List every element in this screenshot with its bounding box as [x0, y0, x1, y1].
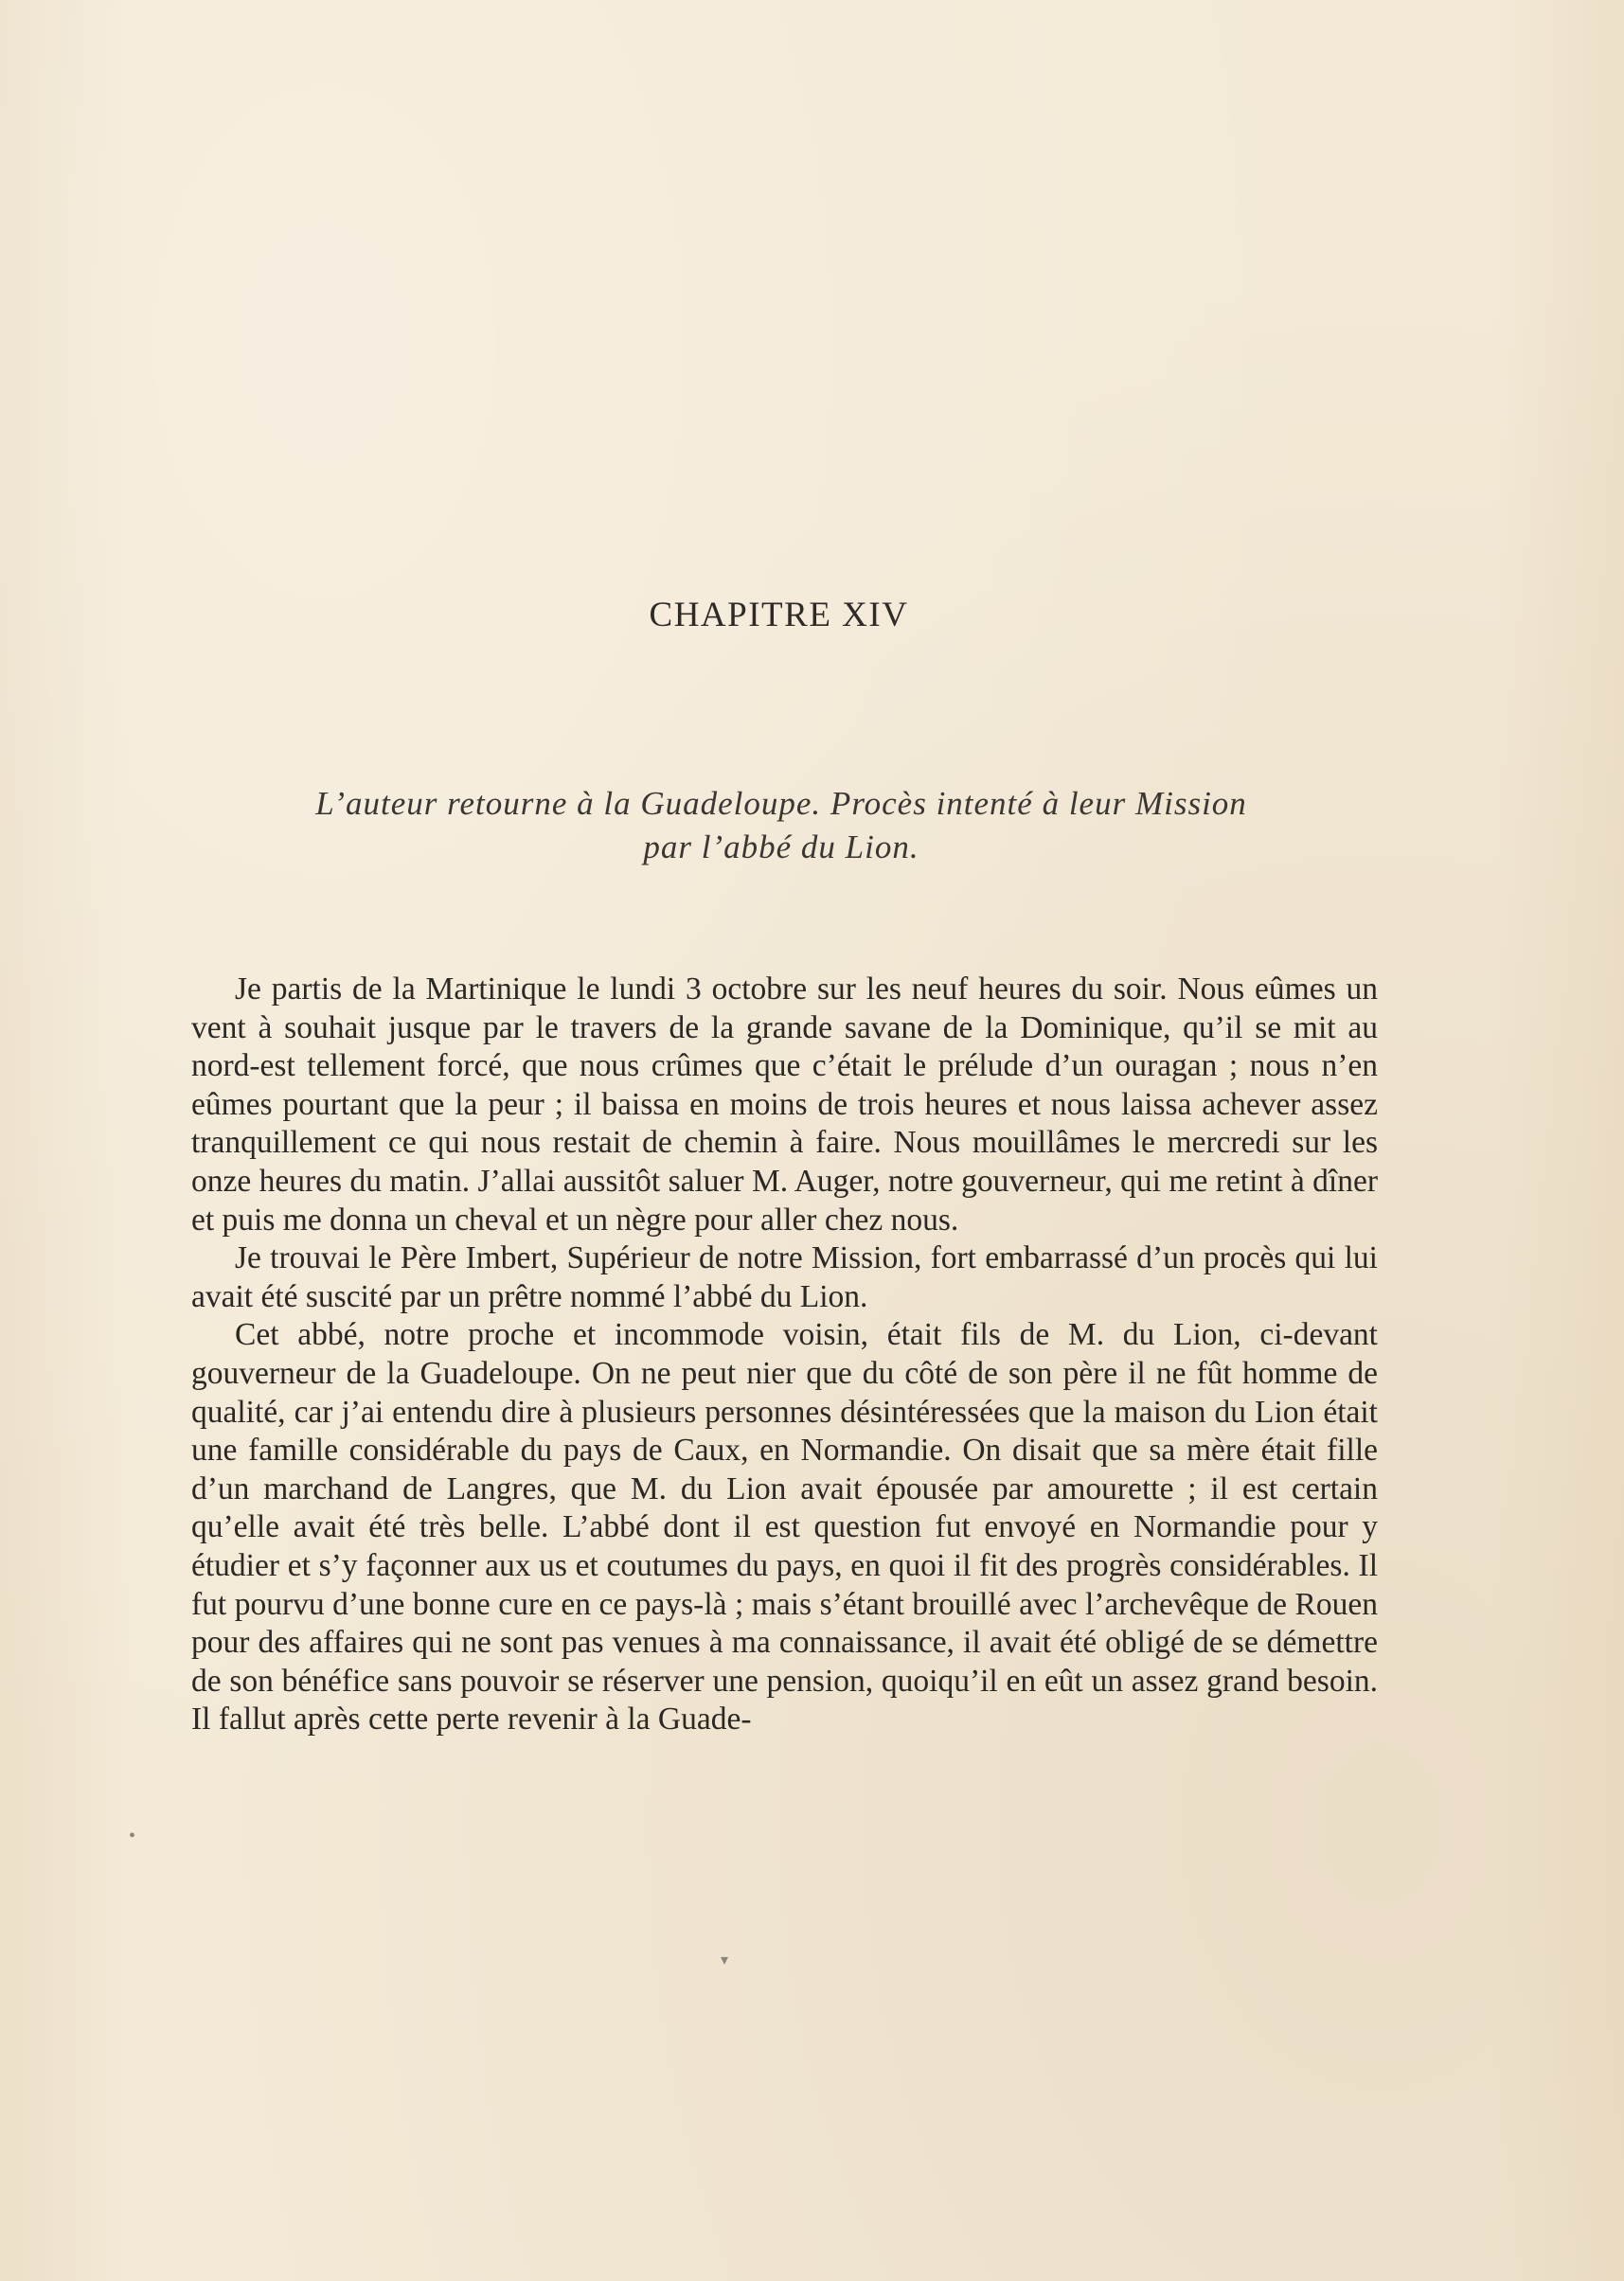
paragraph-2: Je trouvai le Père Imbert, Supérieur de notre Mission, fort embarrassé d’un procès qui lui avait été suscité par un prêtre nommé l’abbé du Lion. [191, 1240, 1378, 1314]
chapter-summary [189, 782, 1373, 869]
page-speck: ▾ [721, 1952, 729, 1969]
chapter-summary-line-1: L’auteur retourne à la Guadeloupe. Procès intenté à leur Mission [315, 785, 1247, 822]
paragraph-1: Je partis de la Martinique le lundi 3 octobre sur les neuf heures du soir. Nous eûmes un vent à souhait jusque par le travers de la grande savane de la Dominique, qu’il se mit au nord-est tellement forcé, que nous crûmes que c’était le prélude d’un ouragan ; nous n’en eûmes pourtant que la peur ; il baissa en moins de trois heures et nous laissa achever assez tranquillement ce qui nous restait de chemin à faire. Nous mouillâmes le mercredi sur les onze heures du matin. J’allai aussitôt saluer M. Auger, notre gouverneur, qui me retint à dîner et puis me donna un cheval et un nègre pour aller chez nous. [191, 971, 1378, 1238]
paragraph-3: Cet abbé, notre proche et incommode voisin, était fils de M. du Lion, ci-devant gouverneur de la Guadeloupe. On ne peut nier que du côté de son père il ne fût homme de qualité, car j’ai entendu dire à plusieurs personnes désintéressées que la maison du Lion était une famille considérable du pays de Caux, en Normandie. On disait que sa mère était fille d’un marchand de Langres, que M. du Lion avait épousée par amourette ; il est certain qu’elle avait été très belle. L’abbé dont il est question fut envoyé en Normandie pour y étudier et s’y façonner aux us et coutumes du pays, en quoi il fit des progrès considérables. Il fut pourvu d’une bonne cure en ce pays-là ; mais s’étant brouillé avec l’archevêque de Rouen pour des affaires qui ne sont pas venues à ma connaissance, il avait été obligé de se démettre de son bénéfice sans pouvoir se réserver une pension, quoiqu’il en eût un assez grand besoin. Il fallut après cette perte revenir à la Guade- [191, 1317, 1378, 1737]
body-text [191, 971, 1378, 1739]
margin-speck: • [129, 1826, 136, 1846]
chapter-title: CHAPITRE XIV [649, 596, 909, 634]
chapter-summary-line-2: par l’abbé du Lion. [643, 829, 919, 865]
